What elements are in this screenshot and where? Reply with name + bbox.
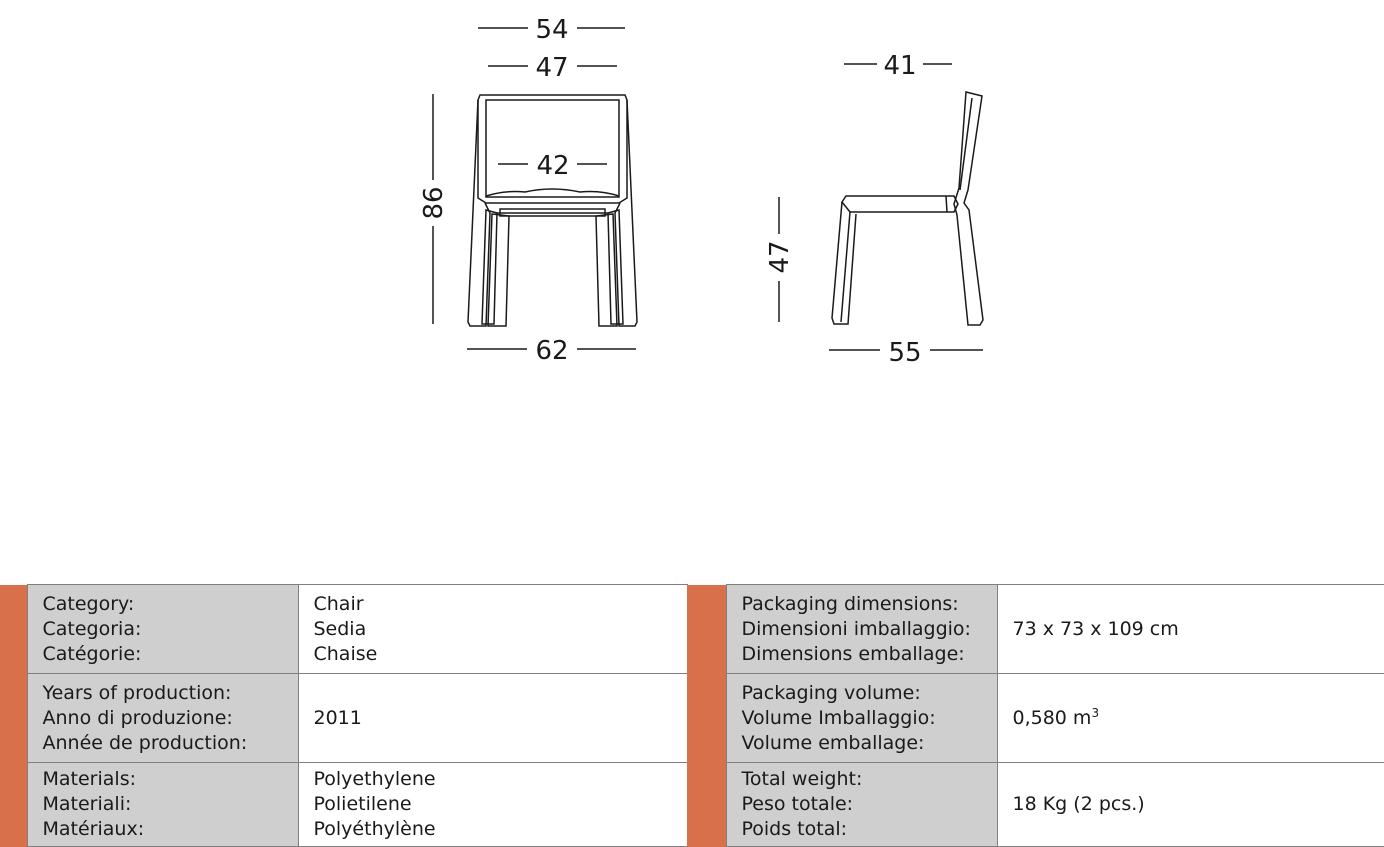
spec-value-category: Chair Sedia Chaise (298, 585, 687, 674)
dim-side-depth-top: 41 (883, 51, 917, 81)
spec-value-total-weight: 18 Kg (2 pcs.) (997, 763, 1384, 847)
chair-side-view (832, 92, 983, 325)
spec-value-packaging-volume: 0,580 $m^3$ (997, 674, 1384, 763)
spec-value-years: 2011 (298, 674, 687, 763)
spec-label-materials: Materials: Materiali: Matériaux: (27, 763, 298, 847)
front-view-dimensions (419, 15, 636, 366)
table-row (687, 763, 1384, 847)
spec-label-category: Category: Categoria: Catégorie: (27, 585, 298, 674)
accent-bar (0, 585, 27, 674)
accent-bar (687, 585, 726, 674)
spec-value-materials: Polyethylene Polietilene Polyéthylène (298, 763, 687, 847)
table-row (0, 585, 687, 674)
dim-front-width-top: 54 (535, 15, 569, 45)
side-view-dimensions (765, 51, 983, 368)
spec-label-total-weight: Total weight: Peso totale: Poids total: (726, 763, 997, 847)
dim-side-seat-height: 47 (765, 240, 795, 274)
spec-label-packaging-dimensions: Packaging dimensions: Dimensioni imballaggio: Dimensions emballage: (726, 585, 997, 674)
specs-table-right (687, 584, 1384, 847)
spec-value-packaging-dimensions: 73 x 73 x 109 cm (997, 585, 1384, 674)
accent-bar (0, 763, 27, 847)
chair-front-view (468, 95, 637, 326)
spec-label-years: Years of production: Anno di produzione: Année de production: (27, 674, 298, 763)
accent-bar (0, 674, 27, 763)
table-row (0, 763, 687, 847)
dim-front-width-seat-back: 47 (535, 53, 569, 83)
table-row (0, 674, 687, 763)
specs-table-left (0, 584, 688, 847)
dim-side-depth-base: 55 (888, 338, 922, 368)
dim-front-height: 86 (419, 186, 449, 220)
dim-front-width-inner: 42 (536, 151, 570, 181)
accent-bar (687, 763, 726, 847)
dim-front-width-base: 62 (535, 336, 569, 366)
accent-bar (687, 674, 726, 763)
spec-label-packaging-volume: Packaging volume: Volume Imballaggio: Volume emballage: (726, 674, 997, 763)
table-row (687, 674, 1384, 763)
table-row (687, 585, 1384, 674)
